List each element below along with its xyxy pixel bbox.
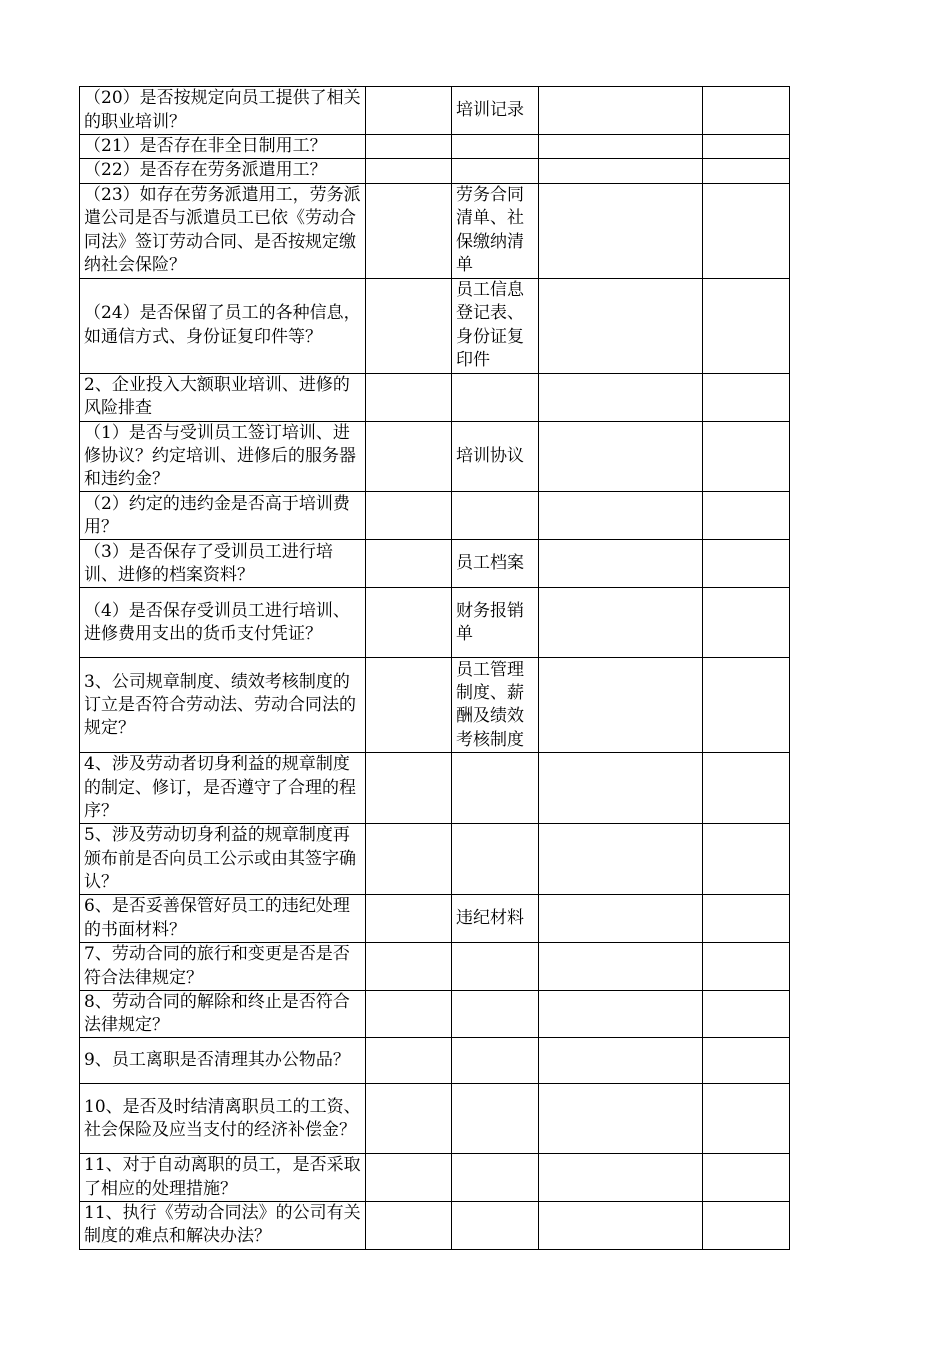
blank-cell bbox=[539, 990, 703, 1038]
check-item-cell: （1）是否与受训员工签订培训、进修协议？约定培训、进修后的服务器和违约金？ bbox=[80, 421, 366, 492]
table-row bbox=[80, 492, 790, 540]
table-row bbox=[80, 1202, 790, 1250]
check-item-cell: 10、是否及时结清离职员工的工资、社会保险及应当支付的经济补偿金？ bbox=[80, 1084, 366, 1154]
blank-cell bbox=[539, 943, 703, 991]
blank-cell bbox=[366, 990, 452, 1038]
blank-cell bbox=[703, 943, 790, 991]
check-item-cell: （24）是否保留了员工的各种信息，如通信方式、身份证复印件等？ bbox=[80, 278, 366, 373]
blank-cell bbox=[703, 135, 790, 159]
supporting-material-cell bbox=[452, 1084, 539, 1154]
table-row bbox=[80, 183, 790, 278]
check-item-cell: （20）是否按规定向员工提供了相关的职业培训？ bbox=[80, 87, 366, 135]
supporting-material-cell bbox=[452, 1154, 539, 1202]
blank-cell bbox=[703, 1154, 790, 1202]
blank-cell bbox=[366, 421, 452, 492]
blank-cell bbox=[366, 278, 452, 373]
check-item-cell: （23）如存在劳务派遣用工，劳务派遣公司是否与派遣员工已依《劳动合同法》签订劳动合同、是否按规定缴纳社会保险？ bbox=[80, 183, 366, 278]
blank-cell bbox=[539, 1038, 703, 1084]
blank-cell bbox=[539, 1154, 703, 1202]
blank-cell bbox=[703, 895, 790, 943]
supporting-material-cell: 员工信息登记表、身份证复印件 bbox=[452, 278, 539, 373]
check-item-cell: 7、劳动合同的旅行和变更是否是否符合法律规定？ bbox=[80, 943, 366, 991]
blank-cell bbox=[703, 540, 790, 588]
blank-cell bbox=[703, 753, 790, 824]
supporting-material-cell: 员工管理制度、薪酬及绩效考核制度 bbox=[452, 658, 539, 753]
blank-cell bbox=[366, 540, 452, 588]
blank-cell bbox=[703, 159, 790, 183]
table-row bbox=[80, 588, 790, 658]
blank-cell bbox=[366, 753, 452, 824]
table-row bbox=[80, 753, 790, 824]
supporting-material-cell bbox=[452, 1202, 539, 1250]
blank-cell bbox=[366, 824, 452, 895]
blank-cell bbox=[703, 373, 790, 421]
table-row bbox=[80, 159, 790, 183]
check-item-cell: 11、执行《劳动合同法》的公司有关制度的难点和解决办法？ bbox=[80, 1202, 366, 1250]
check-item-cell: 9、员工离职是否清理其办公物品？ bbox=[80, 1038, 366, 1084]
supporting-material-cell bbox=[452, 1038, 539, 1084]
blank-cell bbox=[539, 540, 703, 588]
supporting-material-cell: 员工档案 bbox=[452, 540, 539, 588]
table-row bbox=[80, 1038, 790, 1084]
check-item-cell: 2、企业投入大额职业培训、进修的风险排查 bbox=[80, 373, 366, 421]
table-row bbox=[80, 1084, 790, 1154]
table-row bbox=[80, 1154, 790, 1202]
table-row bbox=[80, 658, 790, 753]
supporting-material-cell bbox=[452, 373, 539, 421]
check-item-cell: （3）是否保存了受训员工进行培训、进修的档案资料？ bbox=[80, 540, 366, 588]
blank-cell bbox=[539, 492, 703, 540]
supporting-material-cell bbox=[452, 492, 539, 540]
blank-cell bbox=[539, 895, 703, 943]
supporting-material-cell: 劳务合同清单、社保缴纳清单 bbox=[452, 183, 539, 278]
supporting-material-cell bbox=[452, 943, 539, 991]
supporting-material-cell: 培训协议 bbox=[452, 421, 539, 492]
blank-cell bbox=[539, 588, 703, 658]
blank-cell bbox=[539, 87, 703, 135]
blank-cell bbox=[703, 1202, 790, 1250]
blank-cell bbox=[703, 87, 790, 135]
blank-cell bbox=[703, 588, 790, 658]
supporting-material-cell bbox=[452, 135, 539, 159]
blank-cell bbox=[703, 1084, 790, 1154]
table-row bbox=[80, 278, 790, 373]
check-item-cell: 5、涉及劳动切身利益的规章制度再颁布前是否向员工公示或由其签字确认？ bbox=[80, 824, 366, 895]
blank-cell bbox=[366, 1202, 452, 1250]
blank-cell bbox=[539, 135, 703, 159]
supporting-material-cell bbox=[452, 990, 539, 1038]
check-item-cell: 4、涉及劳动者切身利益的规章制度的制定、修订，是否遵守了合理的程序？ bbox=[80, 753, 366, 824]
check-item-cell: 3、公司规章制度、绩效考核制度的订立是否符合劳动法、劳动合同法的规定？ bbox=[80, 658, 366, 753]
blank-cell bbox=[539, 824, 703, 895]
blank-cell bbox=[539, 658, 703, 753]
table-row bbox=[80, 990, 790, 1038]
supporting-material-cell: 违纪材料 bbox=[452, 895, 539, 943]
supporting-material-cell: 培训记录 bbox=[452, 87, 539, 135]
blank-cell bbox=[366, 1038, 452, 1084]
check-item-cell: （21）是否存在非全日制用工？ bbox=[80, 135, 366, 159]
table-row bbox=[80, 421, 790, 492]
blank-cell bbox=[366, 895, 452, 943]
blank-cell bbox=[703, 824, 790, 895]
table-row bbox=[80, 87, 790, 135]
blank-cell bbox=[539, 159, 703, 183]
supporting-material-cell bbox=[452, 159, 539, 183]
blank-cell bbox=[539, 421, 703, 492]
table-row bbox=[80, 135, 790, 159]
supporting-material-cell bbox=[452, 824, 539, 895]
check-item-cell: （4）是否保存受训员工进行培训、进修费用支出的货币支付凭证？ bbox=[80, 588, 366, 658]
table-row bbox=[80, 824, 790, 895]
check-item-cell: （2）约定的违约金是否高于培训费用？ bbox=[80, 492, 366, 540]
blank-cell bbox=[366, 135, 452, 159]
blank-cell bbox=[539, 373, 703, 421]
checklist-body bbox=[80, 87, 790, 1250]
table-row bbox=[80, 540, 790, 588]
blank-cell bbox=[539, 278, 703, 373]
blank-cell bbox=[703, 1038, 790, 1084]
blank-cell bbox=[366, 658, 452, 753]
blank-cell bbox=[703, 183, 790, 278]
table-row bbox=[80, 373, 790, 421]
blank-cell bbox=[366, 588, 452, 658]
hr-risk-checklist-table bbox=[79, 86, 790, 1250]
blank-cell bbox=[539, 1084, 703, 1154]
blank-cell bbox=[539, 183, 703, 278]
table-row bbox=[80, 895, 790, 943]
check-item-cell: 6、是否妥善保管好员工的违纪处理的书面材料？ bbox=[80, 895, 366, 943]
blank-cell bbox=[366, 183, 452, 278]
supporting-material-cell: 财务报销单 bbox=[452, 588, 539, 658]
blank-cell bbox=[703, 990, 790, 1038]
blank-cell bbox=[366, 943, 452, 991]
table-row bbox=[80, 943, 790, 991]
supporting-material-cell bbox=[452, 753, 539, 824]
blank-cell bbox=[366, 1154, 452, 1202]
blank-cell bbox=[539, 753, 703, 824]
blank-cell bbox=[539, 1202, 703, 1250]
blank-cell bbox=[366, 1084, 452, 1154]
blank-cell bbox=[366, 87, 452, 135]
blank-cell bbox=[703, 492, 790, 540]
blank-cell bbox=[703, 421, 790, 492]
blank-cell bbox=[703, 278, 790, 373]
blank-cell bbox=[366, 159, 452, 183]
blank-cell bbox=[366, 373, 452, 421]
check-item-cell: 11、对于自动离职的员工，是否采取了相应的处理措施？ bbox=[80, 1154, 366, 1202]
check-item-cell: 8、劳动合同的解除和终止是否符合法律规定？ bbox=[80, 990, 366, 1038]
blank-cell bbox=[703, 658, 790, 753]
blank-cell bbox=[366, 492, 452, 540]
check-item-cell: （22）是否存在劳务派遣用工？ bbox=[80, 159, 366, 183]
